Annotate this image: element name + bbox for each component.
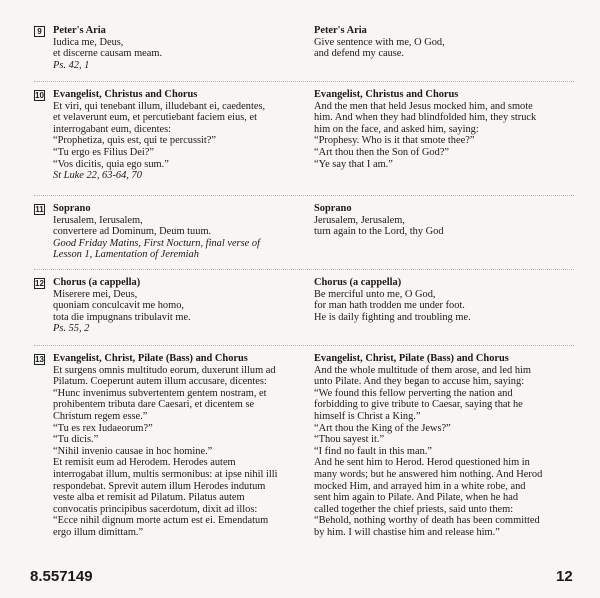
english-heading: Evangelist, Christus and Chorus [314, 89, 459, 100]
english-line: Be merciful unto me, O God, [314, 288, 436, 300]
latin-line: convocatis principibus sacerdotum, dixit ad illos: [53, 503, 258, 515]
english-line: “Behold, nothing worthy of death has been committed [314, 515, 540, 527]
english-line: “Art thou then the Son of God?” [314, 146, 450, 158]
english-heading: Chorus (a cappella) [314, 277, 402, 288]
english-text-column [314, 89, 584, 170]
latin-line: interrogabat illum, multis sermonibus: at ipse nihil illi [53, 468, 278, 480]
english-line: “Ye say that I am.” [314, 158, 393, 170]
english-line: “Thou sayest it.” [314, 434, 385, 446]
latin-heading: Evangelist, Christ, Pilate (Bass) and Chorus [53, 353, 248, 364]
latin-text-column [53, 203, 303, 261]
english-line: many words; but he answered him nothing. And Herod [314, 468, 543, 480]
track-number-badge: 12 [35, 279, 44, 288]
english-line: Give sentence with me, O God, [314, 36, 445, 48]
latin-line: respondebat. Sprevit autem illum Herodes indutum [53, 480, 266, 492]
english-heading: Soprano [314, 203, 352, 214]
english-line: himself is Christ a King.” [314, 410, 421, 422]
latin-text-column [53, 89, 303, 182]
latin-line: interrogabant eum, dicentes: [53, 123, 172, 135]
english-line: And the whole multitude of them arose, and led him [314, 364, 532, 376]
latin-line: Et remisit eum ad Herodem. Herodes autem [53, 457, 236, 469]
english-line: And he sent him to Herod. Herod questioned him in [314, 457, 530, 469]
english-text-column [314, 277, 584, 323]
latin-line: Miserere mei, Deus, [53, 288, 138, 300]
english-text-column [314, 203, 584, 238]
latin-line: “Prophetiza, quis est, qui te percussit?” [53, 135, 217, 147]
latin-line: veste alba et remisit ad Pilatum. Pilatus autem [53, 492, 245, 504]
latin-heading: Chorus (a cappella) [53, 277, 141, 288]
latin-line: convertere ad Dominum, Deum tuum. [53, 226, 212, 238]
english-line: unto Pilate. And they began to accuse him, saying: [314, 376, 525, 388]
latin-line: quoniam conculcavit me homo, [53, 300, 185, 312]
english-line: “Art thou the King of the Jews?” [314, 422, 451, 434]
latin-heading: Peter's Aria [53, 25, 106, 36]
latin-text-column [53, 353, 303, 539]
latin-heading: Soprano [53, 203, 91, 214]
latin-line: Ierusalem, Ierusalem, [53, 214, 143, 226]
latin-text-column [53, 277, 303, 335]
track-number-badge: 10 [35, 91, 44, 100]
section-divider [34, 345, 574, 346]
latin-line: ergo illum dimittam.” [53, 526, 144, 538]
english-line: “Prophesy. Who is it that smote thee?” [314, 135, 475, 147]
english-line: for man hath trodden me under foot. [314, 300, 465, 312]
latin-heading: Evangelist, Christus and Chorus [53, 89, 198, 100]
page-number: 12 [556, 568, 573, 585]
latin-line: Et surgens omnis multitudo eorum, duxerunt illum ad [53, 364, 276, 376]
english-line: Jerusalem, Jerusalem, [314, 214, 405, 226]
english-line: and defend my cause. [314, 48, 405, 60]
catalogue-number: 8.557149 [30, 568, 93, 585]
english-line: him. And when they had blindfolded him, they struck [314, 112, 537, 124]
latin-line: tota die impugnans tribulavit me. [53, 311, 191, 323]
latin-line: Pilatum. Coeperunt autem illum accusare, dicentes: [53, 376, 267, 388]
english-heading: Peter's Aria [314, 25, 367, 36]
scripture-reference: Ps. 42, 1 [53, 59, 90, 71]
latin-line: Et viri, qui tenebant illum, illudebant ei, caedentes, [53, 100, 266, 112]
latin-line: “Ecce nihil dignum morte actum est ei. Emendatum [53, 515, 269, 527]
latin-line: “Tu es rex Iudaeorum?” [53, 422, 153, 434]
latin-line: “Tu ergo es Filius Dei?” [53, 146, 155, 158]
section-divider [34, 81, 574, 82]
english-line: called together the chief priests, said unto them: [314, 503, 514, 515]
track-number-badge: 13 [35, 355, 44, 364]
english-line: And the men that held Jesus mocked him, and smote [314, 100, 533, 112]
latin-line: “Nihil invenio causae in hoc homine.” [53, 445, 213, 457]
scripture-reference: Good Friday Matins, First Nocturn, final verse of [53, 237, 260, 249]
english-text-column [314, 25, 584, 60]
english-line: sent him again to Pilate. And Pilate, when he had [314, 492, 519, 504]
latin-line: et discerne causam meam. [53, 48, 163, 60]
english-line: turn again to the Lord, thy God [314, 226, 444, 238]
english-line: by him. I will chastise him and release him.” [314, 526, 500, 538]
latin-text-column [53, 25, 303, 71]
latin-line: prohibentem tributa dare Caesari, et dicentem se [53, 399, 255, 411]
english-text-column [314, 353, 584, 539]
scripture-reference: St Luke 22, 63-64, 70 [53, 170, 142, 182]
latin-line: “Vos dicitis, quia ego sum.” [53, 158, 169, 170]
latin-line: Iudica me, Deus, [53, 36, 124, 48]
english-line: “I find no fault in this man.” [314, 445, 433, 457]
latin-line: “Hunc invenimus subvertentem gentem nostram, et [53, 387, 267, 399]
english-line: He is daily fighting and troubling me. [314, 311, 471, 323]
english-line: mocked Him, and arrayed him in a white robe, and [314, 480, 526, 492]
english-heading: Evangelist, Christ, Pilate (Bass) and Chorus [314, 353, 509, 364]
section-divider [34, 269, 574, 270]
track-number-badge: 9 [34, 26, 45, 37]
english-line: “We found this fellow perverting the nation and [314, 387, 513, 399]
latin-line: et velaverunt eum, et percutiebant faciem eius, et [53, 112, 257, 124]
section-divider [34, 195, 574, 196]
english-line: him on the face, and asked him, saying: [314, 123, 479, 135]
scripture-reference: Lesson 1, Lamentation of Jeremiah [53, 249, 199, 261]
track-number-badge: 11 [35, 205, 44, 214]
scripture-reference: Ps. 55, 2 [53, 323, 90, 335]
latin-line: “Tu dicis.” [53, 434, 99, 446]
english-line: forbidding to give tribute to Caesar, saying that he [314, 399, 523, 411]
latin-line: Christum regem esse.” [53, 410, 148, 422]
